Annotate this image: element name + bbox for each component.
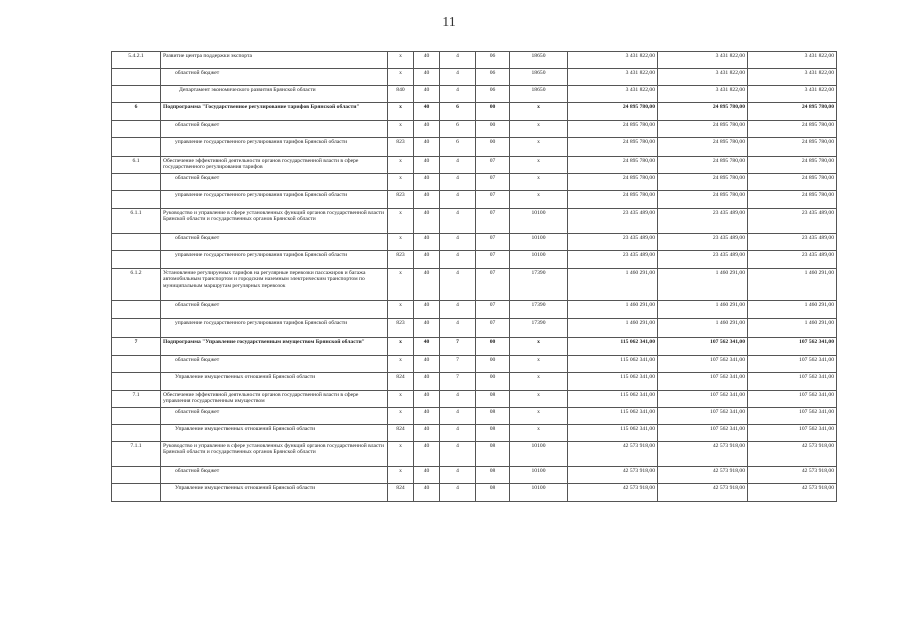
- row-amount-year1: 115 062 341,00: [568, 408, 658, 425]
- row-direction-code: х: [510, 157, 568, 174]
- row-subprogram-code: 4: [440, 174, 476, 191]
- row-subprogram-code: 4: [440, 319, 476, 338]
- row-main-event-code: 08: [476, 408, 510, 425]
- row-program-code: 40: [414, 484, 440, 502]
- row-program-code: 40: [414, 467, 440, 484]
- row-program-code: 40: [414, 121, 440, 138]
- row-amount-year3: 1 460 291,00: [748, 319, 837, 338]
- row-main-event-code: 08: [476, 425, 510, 442]
- row-amount-year3: 24 895 780,00: [748, 174, 837, 191]
- row-amount-year1: 3 431 822,00: [568, 69, 658, 86]
- row-amount-year3: 3 431 822,00: [748, 52, 837, 69]
- row-main-event-code: 07: [476, 301, 510, 319]
- row-subprogram-code: 4: [440, 442, 476, 467]
- row-direction-code: х: [510, 191, 568, 209]
- row-admin-code: х: [388, 338, 414, 356]
- row-main-event-code: 08: [476, 391, 510, 408]
- row-admin-code: х: [388, 269, 414, 301]
- row-program-code: 40: [414, 174, 440, 191]
- row-main-event-code: 07: [476, 209, 510, 234]
- row-amount-year2: 1 460 291,00: [658, 301, 748, 319]
- row-direction-code: х: [510, 356, 568, 373]
- row-amount-year2: 107 562 341,00: [658, 356, 748, 373]
- row-program-code: 40: [414, 157, 440, 174]
- row-program-code: 40: [414, 301, 440, 319]
- row-direction-code: 10100: [510, 467, 568, 484]
- table-row: [112, 442, 837, 467]
- row-admin-code: х: [388, 209, 414, 234]
- row-subprogram-code: 4: [440, 301, 476, 319]
- row-amount-year1: 24 895 780,00: [568, 157, 658, 174]
- row-subprogram-code: 4: [440, 484, 476, 502]
- row-name: областной бюджет: [161, 174, 388, 191]
- row-code: 5.4.2.1: [112, 52, 161, 69]
- row-name: управление государственного регулирования тарифов Брянской области: [161, 191, 388, 209]
- row-direction-code: 10100: [510, 251, 568, 269]
- row-amount-year1: 115 062 341,00: [568, 425, 658, 442]
- row-main-event-code: 07: [476, 251, 510, 269]
- row-direction-code: х: [510, 391, 568, 408]
- row-amount-year3: 42 573 918,00: [748, 467, 837, 484]
- table-row: [112, 301, 837, 319]
- row-amount-year1: 23 435 489,00: [568, 234, 658, 251]
- row-code: [112, 121, 161, 138]
- row-subprogram-code: 4: [440, 209, 476, 234]
- row-admin-code: х: [388, 69, 414, 86]
- row-name: Обеспечение эффективной деятельности органов государственной власти в сфере управления государственным имуществом: [161, 391, 388, 408]
- row-main-event-code: 07: [476, 234, 510, 251]
- row-program-code: 40: [414, 251, 440, 269]
- row-amount-year1: 3 431 822,00: [568, 86, 658, 103]
- row-main-event-code: 07: [476, 191, 510, 209]
- row-admin-code: х: [388, 301, 414, 319]
- row-amount-year2: 107 562 341,00: [658, 338, 748, 356]
- row-admin-code: х: [388, 391, 414, 408]
- row-direction-code: 10100: [510, 484, 568, 502]
- row-subprogram-code: 4: [440, 251, 476, 269]
- row-program-code: 40: [414, 209, 440, 234]
- row-name: областной бюджет: [161, 467, 388, 484]
- table-row: [112, 269, 837, 301]
- row-name: управление государственного регулирования тарифов Брянской области: [161, 319, 388, 338]
- row-amount-year1: 1 460 291,00: [568, 269, 658, 301]
- row-subprogram-code: 4: [440, 52, 476, 69]
- row-amount-year2: 42 573 918,00: [658, 442, 748, 467]
- row-name: Развитие центра поддержки экспорта: [161, 52, 388, 69]
- budget-table-sheet: [111, 51, 836, 502]
- row-admin-code: 824: [388, 373, 414, 391]
- row-admin-code: 823: [388, 191, 414, 209]
- row-amount-year2: 107 562 341,00: [658, 425, 748, 442]
- row-code: [112, 373, 161, 391]
- row-amount-year2: 24 895 780,00: [658, 103, 748, 121]
- row-admin-code: х: [388, 52, 414, 69]
- row-program-code: 40: [414, 52, 440, 69]
- table-body: [112, 52, 837, 502]
- row-admin-code: 823: [388, 138, 414, 157]
- row-name: областной бюджет: [161, 69, 388, 86]
- row-subprogram-code: 4: [440, 191, 476, 209]
- row-code: 7: [112, 338, 161, 356]
- row-admin-code: 840: [388, 86, 414, 103]
- row-admin-code: х: [388, 234, 414, 251]
- row-amount-year2: 24 895 780,00: [658, 157, 748, 174]
- row-subprogram-code: 6: [440, 103, 476, 121]
- row-main-event-code: 08: [476, 484, 510, 502]
- table-row: [112, 138, 837, 157]
- table-row: [112, 69, 837, 86]
- row-main-event-code: 06: [476, 69, 510, 86]
- row-name: Установление регулируемых тарифов на регулярные перевозки пассажиров и багажа автомобильным транспортом и городским наземным электрическим транспортом по муниципальным маршрутам регулярных перевозок: [161, 269, 388, 301]
- table-row: [112, 86, 837, 103]
- row-main-event-code: 00: [476, 103, 510, 121]
- row-main-event-code: 00: [476, 138, 510, 157]
- row-amount-year2: 107 562 341,00: [658, 391, 748, 408]
- row-direction-code: 10100: [510, 209, 568, 234]
- row-direction-code: х: [510, 121, 568, 138]
- row-amount-year1: 1 460 291,00: [568, 319, 658, 338]
- row-subprogram-code: 6: [440, 121, 476, 138]
- row-name: областной бюджет: [161, 408, 388, 425]
- row-main-event-code: 07: [476, 319, 510, 338]
- row-amount-year2: 23 435 489,00: [658, 234, 748, 251]
- row-code: [112, 467, 161, 484]
- row-program-code: 40: [414, 356, 440, 373]
- row-subprogram-code: 4: [440, 467, 476, 484]
- row-code: [112, 319, 161, 338]
- row-name: Обеспечение эффективной деятельности органов государственной власти в сфере государственного регулирования тарифов: [161, 157, 388, 174]
- row-code: 6.1.1: [112, 209, 161, 234]
- row-code: 7.1.1: [112, 442, 161, 467]
- row-name: Руководство и управление в сфере установленных функций органов государственной власти Брянской области и государственных органов Брянской области: [161, 209, 388, 234]
- row-program-code: 40: [414, 425, 440, 442]
- row-amount-year2: 23 435 489,00: [658, 251, 748, 269]
- row-amount-year1: 115 062 341,00: [568, 373, 658, 391]
- row-program-code: 40: [414, 408, 440, 425]
- row-amount-year3: 1 460 291,00: [748, 301, 837, 319]
- row-amount-year3: 42 573 918,00: [748, 484, 837, 502]
- row-main-event-code: 00: [476, 373, 510, 391]
- row-amount-year1: 24 895 780,00: [568, 174, 658, 191]
- row-admin-code: 823: [388, 251, 414, 269]
- row-subprogram-code: 7: [440, 356, 476, 373]
- row-name: Управление имущественных отношений Брянской области: [161, 484, 388, 502]
- row-main-event-code: 06: [476, 86, 510, 103]
- row-amount-year3: 23 435 489,00: [748, 251, 837, 269]
- row-main-event-code: 00: [476, 356, 510, 373]
- row-name: управление государственного регулирования тарифов Брянской области: [161, 138, 388, 157]
- row-amount-year3: 3 431 822,00: [748, 86, 837, 103]
- row-program-code: 40: [414, 391, 440, 408]
- row-admin-code: х: [388, 121, 414, 138]
- row-amount-year3: 24 895 780,00: [748, 157, 837, 174]
- row-code: 6: [112, 103, 161, 121]
- row-amount-year1: 24 895 780,00: [568, 103, 658, 121]
- table-row: [112, 103, 837, 121]
- row-subprogram-code: 4: [440, 157, 476, 174]
- row-subprogram-code: 7: [440, 373, 476, 391]
- row-amount-year2: 3 431 822,00: [658, 52, 748, 69]
- row-direction-code: 10100: [510, 442, 568, 467]
- row-admin-code: 823: [388, 319, 414, 338]
- table-row: [112, 391, 837, 408]
- row-admin-code: 824: [388, 484, 414, 502]
- row-admin-code: х: [388, 467, 414, 484]
- row-direction-code: х: [510, 373, 568, 391]
- row-amount-year3: 24 895 780,00: [748, 191, 837, 209]
- row-main-event-code: 08: [476, 467, 510, 484]
- row-program-code: 40: [414, 442, 440, 467]
- row-program-code: 40: [414, 86, 440, 103]
- row-admin-code: 824: [388, 425, 414, 442]
- row-main-event-code: 00: [476, 121, 510, 138]
- row-code: [112, 301, 161, 319]
- row-subprogram-code: 4: [440, 408, 476, 425]
- table-row: [112, 467, 837, 484]
- row-amount-year3: 24 895 780,00: [748, 138, 837, 157]
- row-direction-code: х: [510, 338, 568, 356]
- row-amount-year1: 42 573 918,00: [568, 442, 658, 467]
- table-row: [112, 174, 837, 191]
- row-main-event-code: 07: [476, 269, 510, 301]
- row-amount-year3: 107 562 341,00: [748, 391, 837, 408]
- row-direction-code: 17390: [510, 319, 568, 338]
- row-amount-year2: 24 895 780,00: [658, 138, 748, 157]
- row-name: областной бюджет: [161, 356, 388, 373]
- row-amount-year2: 24 895 780,00: [658, 191, 748, 209]
- row-code: 6.1.2: [112, 269, 161, 301]
- row-direction-code: х: [510, 425, 568, 442]
- row-program-code: 40: [414, 191, 440, 209]
- row-name: областной бюджет: [161, 301, 388, 319]
- row-amount-year3: 3 431 822,00: [748, 69, 837, 86]
- row-amount-year3: 107 562 341,00: [748, 425, 837, 442]
- table-row: [112, 356, 837, 373]
- row-subprogram-code: 4: [440, 86, 476, 103]
- row-amount-year2: 3 431 822,00: [658, 86, 748, 103]
- row-direction-code: х: [510, 174, 568, 191]
- row-main-event-code: 08: [476, 442, 510, 467]
- row-admin-code: х: [388, 157, 414, 174]
- row-program-code: 40: [414, 269, 440, 301]
- row-subprogram-code: 4: [440, 425, 476, 442]
- table-row: [112, 373, 837, 391]
- row-amount-year1: 23 435 489,00: [568, 251, 658, 269]
- row-direction-code: 18650: [510, 86, 568, 103]
- table-row: [112, 408, 837, 425]
- table-row: [112, 234, 837, 251]
- table-row: [112, 209, 837, 234]
- row-amount-year1: 24 895 780,00: [568, 138, 658, 157]
- row-amount-year1: 24 895 780,00: [568, 121, 658, 138]
- row-main-event-code: 07: [476, 174, 510, 191]
- row-code: [112, 86, 161, 103]
- row-code: 7.1: [112, 391, 161, 408]
- row-subprogram-code: 4: [440, 69, 476, 86]
- row-amount-year1: 3 431 822,00: [568, 52, 658, 69]
- row-program-code: 40: [414, 338, 440, 356]
- budget-table: [111, 51, 837, 502]
- row-code: [112, 174, 161, 191]
- row-amount-year1: 42 573 918,00: [568, 467, 658, 484]
- row-amount-year3: 23 435 489,00: [748, 234, 837, 251]
- row-name: областной бюджет: [161, 121, 388, 138]
- row-amount-year1: 42 573 918,00: [568, 484, 658, 502]
- row-amount-year1: 24 895 780,00: [568, 191, 658, 209]
- row-name: областной бюджет: [161, 234, 388, 251]
- row-admin-code: х: [388, 174, 414, 191]
- table-row: [112, 157, 837, 174]
- row-amount-year3: 107 562 341,00: [748, 356, 837, 373]
- row-main-event-code: 07: [476, 157, 510, 174]
- table-row: [112, 319, 837, 338]
- row-code: [112, 69, 161, 86]
- row-amount-year3: 23 435 489,00: [748, 209, 837, 234]
- row-name: Руководство и управление в сфере установленных функций органов государственной власти Брянской области и государственных органов Брянской области: [161, 442, 388, 467]
- row-amount-year2: 24 895 780,00: [658, 121, 748, 138]
- row-subprogram-code: 4: [440, 269, 476, 301]
- row-name: Управление имущественных отношений Брянской области: [161, 373, 388, 391]
- row-direction-code: х: [510, 138, 568, 157]
- row-amount-year2: 107 562 341,00: [658, 373, 748, 391]
- row-program-code: 40: [414, 319, 440, 338]
- row-amount-year3: 24 895 780,00: [748, 121, 837, 138]
- row-program-code: 40: [414, 103, 440, 121]
- row-amount-year3: 42 573 918,00: [748, 442, 837, 467]
- row-amount-year2: 42 573 918,00: [658, 484, 748, 502]
- row-code: [112, 191, 161, 209]
- row-main-event-code: 06: [476, 52, 510, 69]
- row-amount-year1: 115 062 341,00: [568, 338, 658, 356]
- row-name: Подпрограмма "Государственное регулирование тарифов Брянской области": [161, 103, 388, 121]
- row-code: [112, 425, 161, 442]
- row-direction-code: х: [510, 103, 568, 121]
- table-row: [112, 52, 837, 69]
- row-amount-year1: 115 062 341,00: [568, 356, 658, 373]
- row-name: Подпрограмма "Управление государственным имуществом Брянской области": [161, 338, 388, 356]
- row-name: управление государственного регулирования тарифов Брянской области: [161, 251, 388, 269]
- row-program-code: 40: [414, 373, 440, 391]
- row-subprogram-code: 6: [440, 138, 476, 157]
- row-amount-year3: 107 562 341,00: [748, 373, 837, 391]
- row-subprogram-code: 4: [440, 234, 476, 251]
- row-amount-year2: 1 460 291,00: [658, 269, 748, 301]
- row-amount-year3: 1 460 291,00: [748, 269, 837, 301]
- row-program-code: 40: [414, 234, 440, 251]
- row-admin-code: х: [388, 356, 414, 373]
- page-number: 11: [442, 15, 456, 30]
- row-main-event-code: 00: [476, 338, 510, 356]
- row-code: [112, 234, 161, 251]
- row-amount-year1: 23 435 489,00: [568, 209, 658, 234]
- row-amount-year2: 24 895 780,00: [658, 174, 748, 191]
- row-direction-code: 17390: [510, 301, 568, 319]
- table-row: [112, 191, 837, 209]
- row-admin-code: х: [388, 103, 414, 121]
- row-amount-year2: 42 573 918,00: [658, 467, 748, 484]
- row-subprogram-code: 7: [440, 338, 476, 356]
- row-amount-year2: 1 460 291,00: [658, 319, 748, 338]
- row-name: Департамент экономического развития Брянской области: [161, 86, 388, 103]
- row-amount-year2: 23 435 489,00: [658, 209, 748, 234]
- row-name: Управление имущественных отношений Брянской области: [161, 425, 388, 442]
- row-direction-code: 17390: [510, 269, 568, 301]
- row-amount-year3: 24 895 780,00: [748, 103, 837, 121]
- row-program-code: 40: [414, 138, 440, 157]
- row-code: [112, 484, 161, 502]
- table-row: [112, 121, 837, 138]
- row-amount-year2: 107 562 341,00: [658, 408, 748, 425]
- row-amount-year1: 1 460 291,00: [568, 301, 658, 319]
- row-code: [112, 356, 161, 373]
- row-direction-code: 18650: [510, 52, 568, 69]
- table-row: [112, 425, 837, 442]
- row-code: 6.1: [112, 157, 161, 174]
- row-amount-year1: 115 062 341,00: [568, 391, 658, 408]
- row-admin-code: х: [388, 442, 414, 467]
- row-direction-code: 18650: [510, 69, 568, 86]
- row-amount-year3: 107 562 341,00: [748, 338, 837, 356]
- row-code: [112, 251, 161, 269]
- row-admin-code: х: [388, 408, 414, 425]
- row-direction-code: х: [510, 408, 568, 425]
- row-amount-year3: 107 562 341,00: [748, 408, 837, 425]
- row-code: [112, 138, 161, 157]
- row-direction-code: 10100: [510, 234, 568, 251]
- table-row: [112, 484, 837, 502]
- row-code: [112, 408, 161, 425]
- row-amount-year2: 3 431 822,00: [658, 69, 748, 86]
- table-row: [112, 251, 837, 269]
- table-row: [112, 338, 837, 356]
- row-subprogram-code: 4: [440, 391, 476, 408]
- row-program-code: 40: [414, 69, 440, 86]
